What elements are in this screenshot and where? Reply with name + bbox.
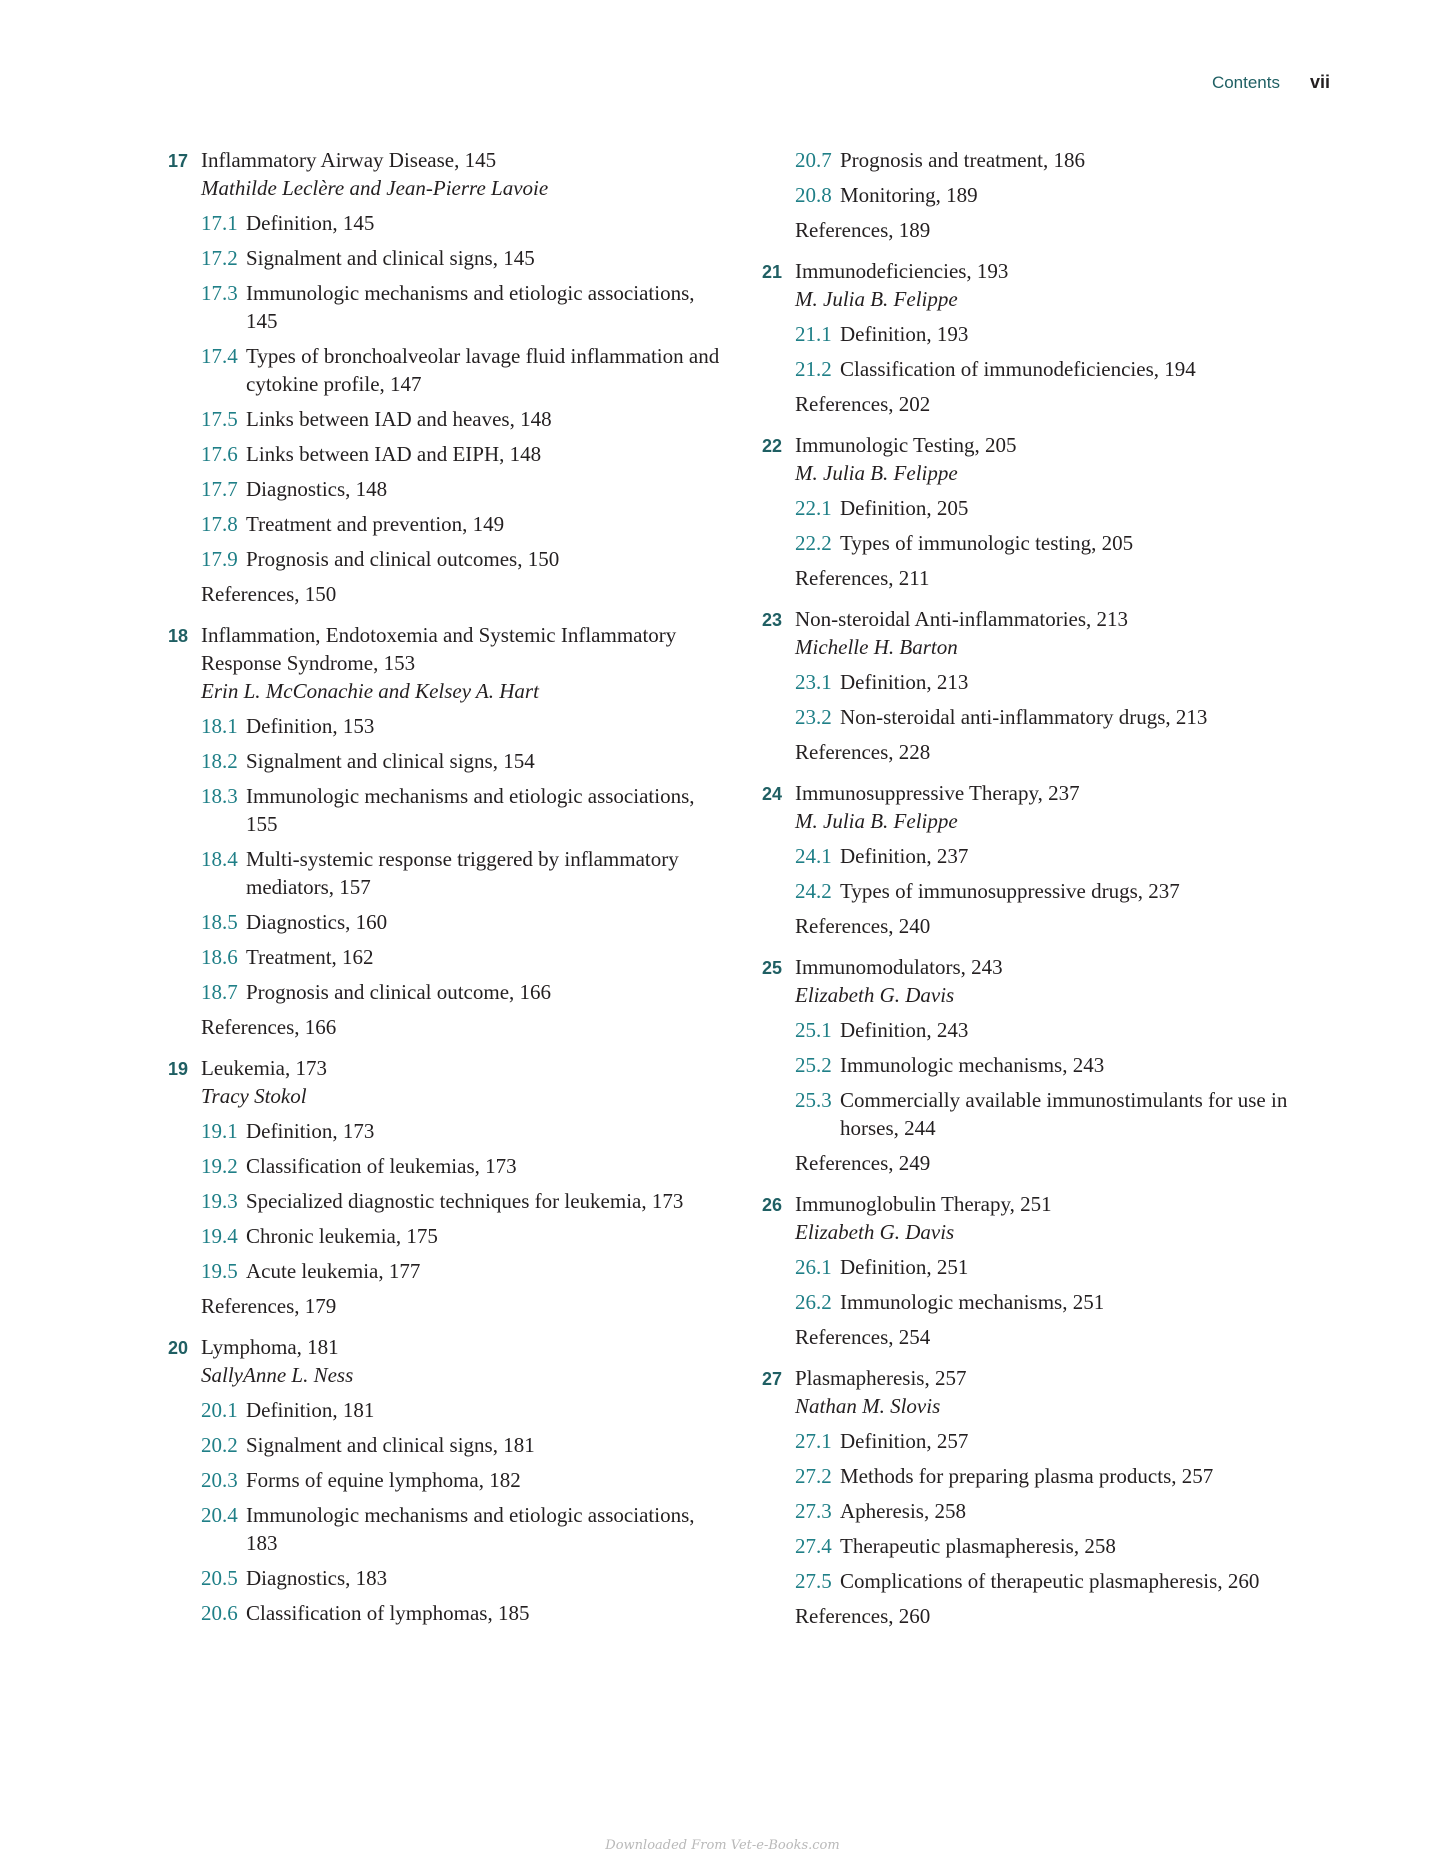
section-title: Diagnostics, 183 xyxy=(246,1566,388,1590)
chapter-title-link[interactable]: Inflammatory Airway Disease, 145 xyxy=(201,148,497,172)
chapter-number: 25 xyxy=(762,958,783,978)
toc-chapter xyxy=(762,605,1342,766)
chapter-title-link[interactable]: Immunomodulators, 243 xyxy=(795,955,1003,979)
section-title: Definition, 213 xyxy=(840,670,969,694)
toc-section-link[interactable] xyxy=(795,181,1342,209)
toc-section-link[interactable] xyxy=(201,209,728,237)
chapter-authors: M. Julia B. Felippe xyxy=(795,287,958,311)
toc-section-link[interactable] xyxy=(795,1253,1342,1281)
toc-section-link[interactable] xyxy=(201,1564,728,1592)
section-number: 23.2 xyxy=(795,705,832,729)
toc-section-link[interactable] xyxy=(795,877,1342,905)
chapter-number: 26 xyxy=(762,1195,783,1215)
chapter-number: 18 xyxy=(168,626,189,646)
toc-section-link[interactable] xyxy=(201,440,728,468)
section-number: 21.1 xyxy=(795,322,832,346)
section-number: 26.1 xyxy=(795,1255,832,1279)
toc-section-link[interactable] xyxy=(201,908,728,936)
chapter-heading xyxy=(168,1333,728,1361)
section-title: Specialized diagnostic techniques for leukemia, 173 xyxy=(246,1189,684,1213)
running-head-title: Contents xyxy=(1211,73,1280,92)
running-head xyxy=(1212,72,1330,93)
chapter-number: 17 xyxy=(168,151,189,171)
chapter-authors: Elizabeth G. Davis xyxy=(795,983,955,1007)
section-number: 18.3 xyxy=(201,784,238,808)
section-number: 19.5 xyxy=(201,1259,238,1283)
toc-section-link[interactable] xyxy=(201,405,728,433)
section-number: 20.6 xyxy=(201,1601,238,1625)
section-number: 18.7 xyxy=(201,980,238,1004)
section-title: Definition, 257 xyxy=(840,1429,969,1453)
section-title: Chronic leukemia, 175 xyxy=(246,1224,438,1248)
section-number: 18.1 xyxy=(201,714,238,738)
toc-section-link[interactable] xyxy=(795,320,1342,348)
chapter-heading xyxy=(168,146,728,174)
section-number: 25.2 xyxy=(795,1053,832,1077)
section-title: Definition, 205 xyxy=(840,496,969,520)
chapter-heading xyxy=(762,431,1342,459)
section-title: Immunologic mechanisms, 251 xyxy=(840,1290,1105,1314)
section-number: 20.7 xyxy=(795,148,832,172)
chapter-heading xyxy=(168,621,728,677)
chapter-authors: M. Julia B. Felippe xyxy=(795,809,958,833)
toc-chapter xyxy=(762,1190,1342,1351)
toc-chapter xyxy=(168,1054,728,1320)
section-number: 22.2 xyxy=(795,531,832,555)
section-number: 27.2 xyxy=(795,1464,832,1488)
toc-section-link[interactable] xyxy=(201,342,728,398)
section-title: Treatment and prevention, 149 xyxy=(246,512,505,536)
section-number: 20.5 xyxy=(201,1566,238,1590)
toc-section-link[interactable] xyxy=(795,355,1342,383)
section-title: Definition, 193 xyxy=(840,322,969,346)
toc-section-link[interactable] xyxy=(795,703,1342,731)
toc-chapter xyxy=(168,1333,728,1627)
chapter-title-link[interactable]: Immunosuppressive Therapy, 237 xyxy=(795,781,1080,805)
section-number: 23.1 xyxy=(795,670,832,694)
toc-section-link[interactable] xyxy=(201,475,728,503)
chapter-authors: M. Julia B. Felippe xyxy=(795,461,958,485)
toc-chapter xyxy=(762,953,1342,1177)
section-number: 18.6 xyxy=(201,945,238,969)
chapter-heading xyxy=(762,257,1342,285)
chapter-authors: Tracy Stokol xyxy=(201,1084,307,1108)
chapter-heading xyxy=(762,779,1342,807)
toc-section-link[interactable] xyxy=(201,244,728,272)
toc-section-link[interactable] xyxy=(795,1532,1342,1560)
section-number: 20.2 xyxy=(201,1433,238,1457)
toc-section-link[interactable] xyxy=(795,668,1342,696)
section-title: Treatment, 162 xyxy=(246,945,374,969)
toc-section-link[interactable] xyxy=(201,1187,728,1215)
section-title: Forms of equine lymphoma, 182 xyxy=(246,1468,521,1492)
section-number: 21.2 xyxy=(795,357,832,381)
references-link[interactable]: References, 202 xyxy=(795,392,931,416)
chapter-title-link[interactable]: Inflammation, Endotoxemia and Systemic Inflammatory Response Syndrome, 153 xyxy=(201,623,677,675)
section-number: 22.1 xyxy=(795,496,832,520)
section-number: 17.3 xyxy=(201,281,238,305)
section-number: 17.7 xyxy=(201,477,238,501)
watermark: Downloaded From Vet-e-Books.com xyxy=(605,1838,840,1853)
toc-section-link[interactable] xyxy=(201,747,728,775)
section-title: Complications of therapeutic plasmapheresis, 260 xyxy=(840,1569,1260,1593)
chapter-heading xyxy=(762,953,1342,981)
chapter-number: 19 xyxy=(168,1059,189,1079)
references-link[interactable]: References, 166 xyxy=(201,1015,337,1039)
section-number: 17.1 xyxy=(201,211,238,235)
toc-chapter xyxy=(168,621,728,1041)
section-title: Types of bronchoalveolar lavage fluid inflammation and cytokine profile, 147 xyxy=(246,344,720,396)
section-title: Signalment and clinical signs, 154 xyxy=(246,749,535,773)
chapter-authors: Nathan M. Slovis xyxy=(795,1394,941,1418)
toc-section-link[interactable] xyxy=(795,1051,1342,1079)
toc-chapter xyxy=(762,431,1342,592)
toc-chapter xyxy=(762,1364,1342,1630)
section-title: Definition, 251 xyxy=(840,1255,969,1279)
references-link[interactable]: References, 240 xyxy=(795,914,931,938)
references-link[interactable]: References, 228 xyxy=(795,740,931,764)
toc-section-link[interactable] xyxy=(201,1501,728,1557)
section-title: Classification of lymphomas, 185 xyxy=(246,1601,530,1625)
chapter-heading xyxy=(762,1364,1342,1392)
section-title: Definition, 243 xyxy=(840,1018,969,1042)
section-title: Classification of leukemias, 173 xyxy=(246,1154,517,1178)
toc-chapter xyxy=(168,146,728,608)
section-title: Signalment and clinical signs, 145 xyxy=(246,246,535,270)
references-link[interactable]: References, 211 xyxy=(795,566,930,590)
section-title: Definition, 181 xyxy=(246,1398,375,1422)
section-title: Classification of immunodeficiencies, 194 xyxy=(840,357,1196,381)
toc-section-link[interactable] xyxy=(201,782,728,838)
toc-section-link[interactable] xyxy=(795,529,1342,557)
section-number: 27.3 xyxy=(795,1499,832,1523)
toc-section-link[interactable] xyxy=(201,943,728,971)
chapter-title-link[interactable]: Non-steroidal Anti-inflammatories, 213 xyxy=(795,607,1129,631)
section-number: 25.3 xyxy=(795,1088,832,1112)
toc-section-link[interactable] xyxy=(795,1288,1342,1316)
references-link[interactable]: References, 179 xyxy=(201,1294,337,1318)
toc-section-link[interactable] xyxy=(795,842,1342,870)
toc-chapter xyxy=(762,779,1342,940)
chapter-authors: Michelle H. Barton xyxy=(795,635,958,659)
chapter-authors: SallyAnne L. Ness xyxy=(201,1363,354,1387)
section-number: 17.8 xyxy=(201,512,238,536)
references-link[interactable]: References, 249 xyxy=(795,1151,931,1175)
section-title: Immunologic mechanisms and etiologic associations, 155 xyxy=(246,784,695,836)
toc-section-link[interactable] xyxy=(201,1599,728,1627)
toc-section-link[interactable] xyxy=(795,1016,1342,1044)
section-title: Multi-systemic response triggered by inflammatory mediators, 157 xyxy=(246,847,679,899)
toc-section-link[interactable] xyxy=(201,1431,728,1459)
section-title: Monitoring, 189 xyxy=(840,183,978,207)
references-link[interactable]: References, 260 xyxy=(795,1604,931,1628)
section-number: 20.4 xyxy=(201,1503,238,1527)
section-title: Prognosis and clinical outcomes, 150 xyxy=(246,547,560,571)
section-title: Types of immunosuppressive drugs, 237 xyxy=(840,879,1180,903)
section-number: 17.5 xyxy=(201,407,238,431)
toc-section-link[interactable] xyxy=(795,1427,1342,1455)
toc-section-link[interactable] xyxy=(201,1466,728,1494)
toc-section-link[interactable] xyxy=(201,845,728,901)
section-title: Links between IAD and EIPH, 148 xyxy=(246,442,542,466)
section-title: Prognosis and clinical outcome, 166 xyxy=(246,980,552,1004)
section-title: Signalment and clinical signs, 181 xyxy=(246,1433,535,1457)
toc-chapter xyxy=(762,257,1342,418)
section-title: Definition, 173 xyxy=(246,1119,375,1143)
toc-section-link[interactable] xyxy=(201,510,728,538)
section-title: Prognosis and treatment, 186 xyxy=(840,148,1085,172)
chapter-number: 22 xyxy=(762,436,783,456)
toc-section-link[interactable] xyxy=(795,146,1342,174)
chapter-title-link[interactable]: Immunoglobulin Therapy, 251 xyxy=(795,1192,1052,1216)
chapter-title-link[interactable]: Immunologic Testing, 205 xyxy=(795,433,1017,457)
section-number: 27.1 xyxy=(795,1429,832,1453)
section-title: Immunologic mechanisms and etiologic associations, 145 xyxy=(246,281,695,333)
toc-left-column xyxy=(168,146,728,1640)
section-title: Definition, 153 xyxy=(246,714,375,738)
section-number: 19.2 xyxy=(201,1154,238,1178)
chapter-heading xyxy=(762,1190,1342,1218)
chapter-heading xyxy=(168,1054,728,1082)
toc-section-link[interactable] xyxy=(201,545,728,573)
toc-section-link[interactable] xyxy=(795,1567,1342,1595)
section-title: Therapeutic plasmapheresis, 258 xyxy=(840,1534,1116,1558)
toc-section-link[interactable] xyxy=(201,1117,728,1145)
toc-section-link[interactable] xyxy=(201,1152,728,1180)
section-number: 19.1 xyxy=(201,1119,238,1143)
chapter-number: 20 xyxy=(168,1338,189,1358)
references-link[interactable]: References, 150 xyxy=(201,582,337,606)
toc-right-column xyxy=(762,146,1342,1643)
section-number: 24.1 xyxy=(795,844,832,868)
section-number: 17.9 xyxy=(201,547,238,571)
section-title: Immunologic mechanisms, 243 xyxy=(840,1053,1105,1077)
page-number: vii xyxy=(1309,72,1330,92)
section-number: 18.4 xyxy=(201,847,238,871)
section-number: 18.5 xyxy=(201,910,238,934)
section-title: Types of immunologic testing, 205 xyxy=(840,531,1134,555)
section-title: Acute leukemia, 177 xyxy=(246,1259,421,1283)
chapter-number: 23 xyxy=(762,610,783,630)
chapter-number: 21 xyxy=(762,262,783,282)
chapter-title-link[interactable]: Leukemia, 173 xyxy=(201,1056,327,1080)
section-number: 26.2 xyxy=(795,1290,832,1314)
section-number: 27.5 xyxy=(795,1569,832,1593)
section-number: 24.2 xyxy=(795,879,832,903)
chapter-title-link[interactable]: Plasmapheresis, 257 xyxy=(795,1366,967,1390)
chapter-title-link[interactable]: Lymphoma, 181 xyxy=(201,1335,339,1359)
toc-section-link[interactable] xyxy=(201,712,728,740)
section-number: 27.4 xyxy=(795,1534,832,1558)
section-title: Definition, 237 xyxy=(840,844,969,868)
chapter-number: 24 xyxy=(762,784,783,804)
section-number: 19.4 xyxy=(201,1224,238,1248)
section-title: Diagnostics, 160 xyxy=(246,910,388,934)
section-number: 20.3 xyxy=(201,1468,238,1492)
toc-section-link[interactable] xyxy=(795,1086,1342,1142)
toc-section-link[interactable] xyxy=(795,1462,1342,1490)
toc-section-link[interactable] xyxy=(201,1222,728,1250)
section-number: 20.1 xyxy=(201,1398,238,1422)
chapter-title-link[interactable]: Immunodeficiencies, 193 xyxy=(795,259,1009,283)
toc-section-link[interactable] xyxy=(201,1257,728,1285)
section-title: Immunologic mechanisms and etiologic associations, 183 xyxy=(246,1503,695,1555)
section-number: 25.1 xyxy=(795,1018,832,1042)
toc-chapter-continued xyxy=(762,146,1342,244)
chapter-authors: Erin L. McConachie and Kelsey A. Hart xyxy=(201,679,539,703)
section-number: 18.2 xyxy=(201,749,238,773)
toc-section-link[interactable] xyxy=(201,1396,728,1424)
section-number: 17.2 xyxy=(201,246,238,270)
section-title: Apheresis, 258 xyxy=(840,1499,966,1523)
references-link[interactable]: References, 189 xyxy=(795,218,931,242)
section-number: 17.6 xyxy=(201,442,238,466)
section-title: Links between IAD and heaves, 148 xyxy=(246,407,552,431)
chapter-authors: Elizabeth G. Davis xyxy=(795,1220,955,1244)
chapter-number: 27 xyxy=(762,1369,783,1389)
section-title: Non-steroidal anti-inflammatory drugs, 213 xyxy=(840,705,1208,729)
section-title: Commercially available immunostimulants for use in horses, 244 xyxy=(840,1088,1288,1140)
chapter-authors: Mathilde Leclère and Jean-Pierre Lavoie xyxy=(201,176,549,200)
section-title: Definition, 145 xyxy=(246,211,375,235)
section-number: 19.3 xyxy=(201,1189,238,1213)
chapter-heading xyxy=(762,605,1342,633)
references-link[interactable]: References, 254 xyxy=(795,1325,931,1349)
toc-section-link[interactable] xyxy=(201,978,728,1006)
section-title: Methods for preparing plasma products, 257 xyxy=(840,1464,1214,1488)
toc-section-link[interactable] xyxy=(201,279,728,335)
section-number: 20.8 xyxy=(795,183,832,207)
section-number: 17.4 xyxy=(201,344,238,368)
toc-section-link[interactable] xyxy=(795,494,1342,522)
section-title: Diagnostics, 148 xyxy=(246,477,388,501)
toc-section-link[interactable] xyxy=(795,1497,1342,1525)
